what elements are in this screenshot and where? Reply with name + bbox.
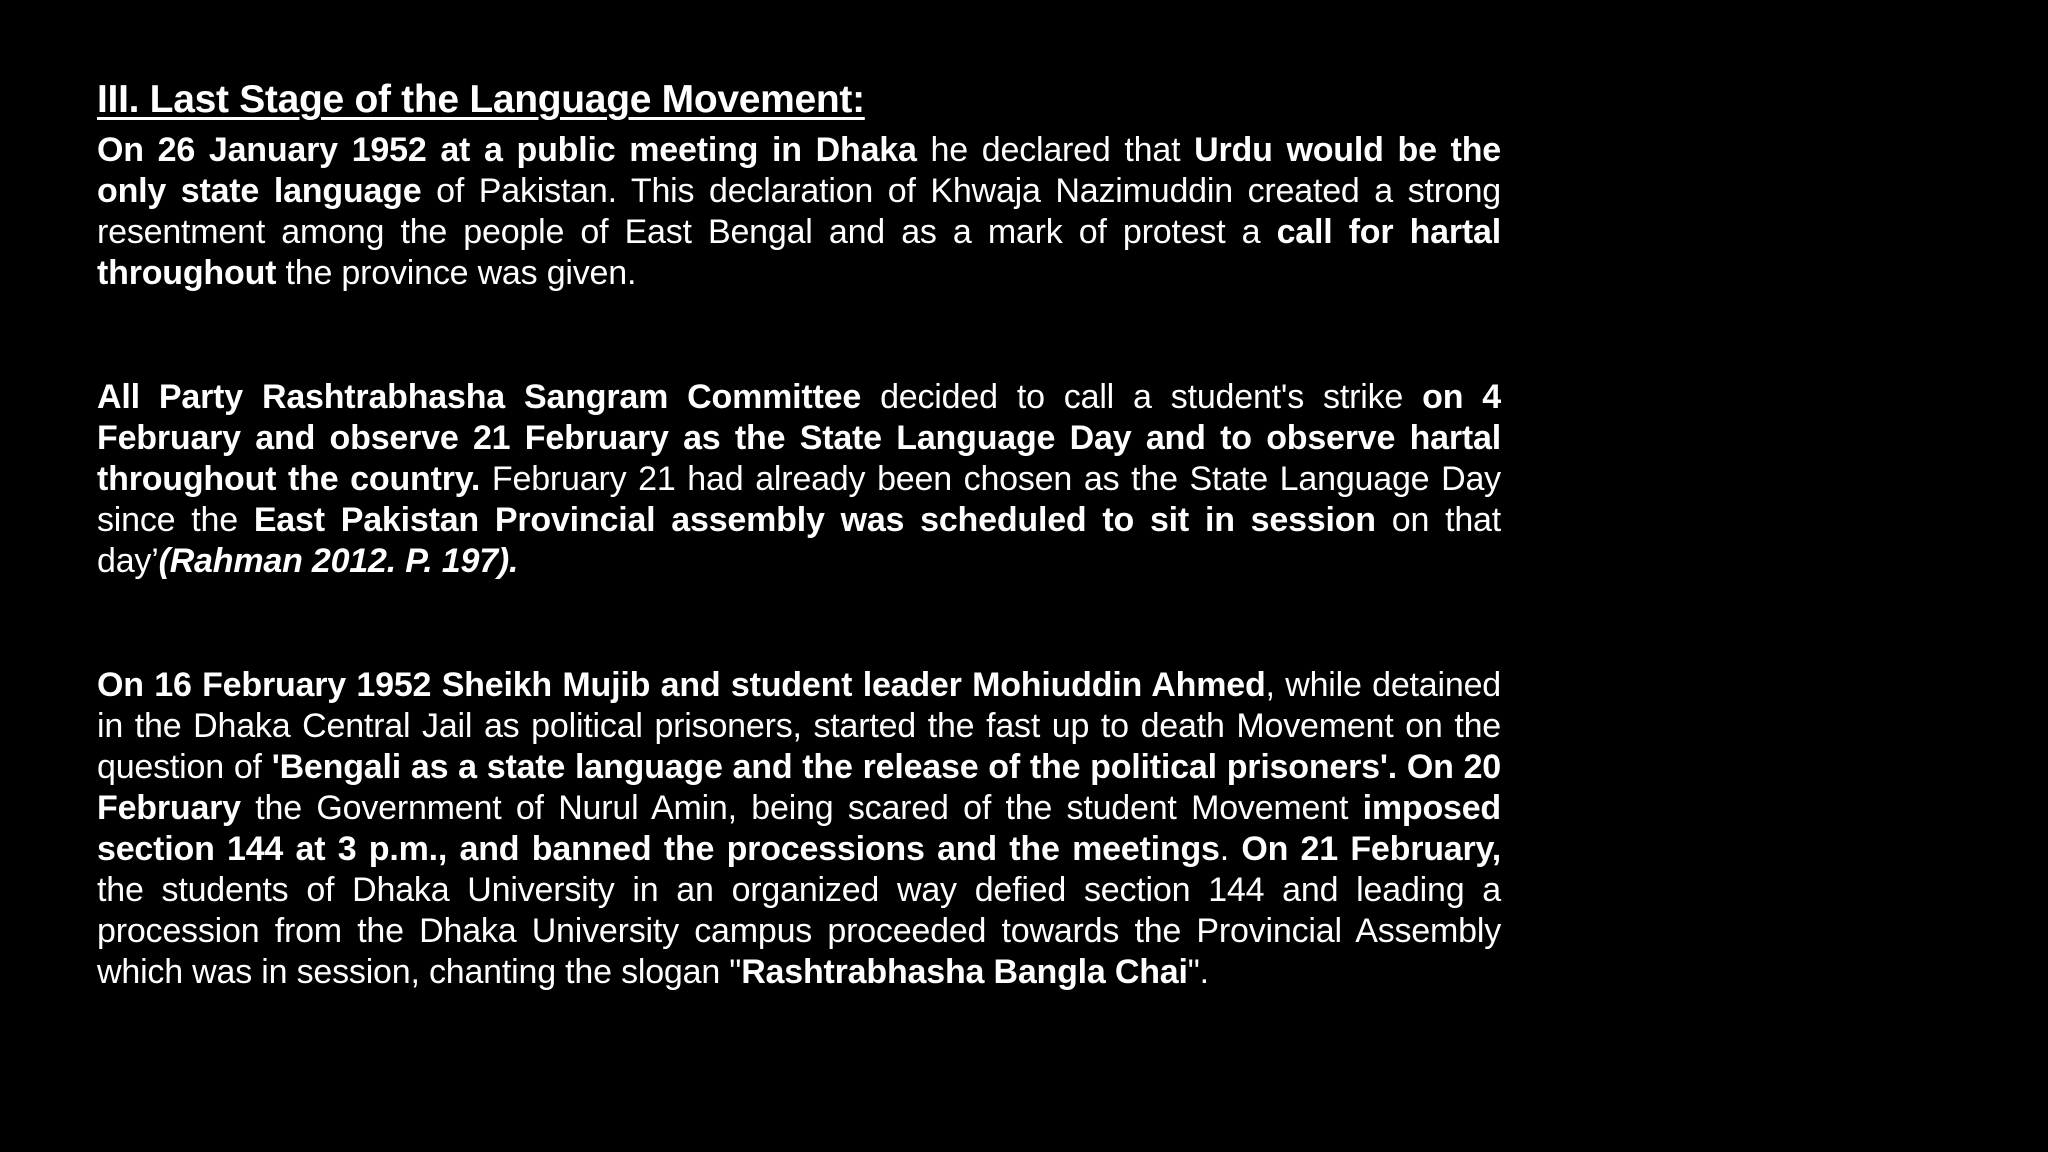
text-segment: the Government of Nurul Amin, being scared of the student Movement bbox=[240, 789, 1363, 827]
text-segment: imposed section 144 at 3 p.m., and banned the processions and the meetings bbox=[97, 789, 1501, 868]
text-segment: All Party Rashtrabhasha Sangram Committee bbox=[97, 378, 862, 416]
text-segment: 'Bengali as a state language and the release of the political prisoners'. On 20 February bbox=[97, 748, 1501, 827]
paragraph-1 bbox=[97, 130, 1501, 294]
text-segment: on 4 February and observe 21 February as the State Language Day and to observe hartal throughout the country. bbox=[97, 378, 1502, 498]
text-segment: Rashtrabhasha Bangla Chai bbox=[741, 953, 1188, 991]
slide-content bbox=[97, 74, 1501, 993]
text-segment: On 16 February 1952 Sheikh Mujib and student leader Mohiuddin Ahmed bbox=[97, 666, 1266, 704]
text-segment: Urdu would be the only state language bbox=[97, 131, 1502, 210]
text-segment: February 21 had already been chosen as the State Language Day since the bbox=[97, 460, 1501, 539]
paragraph-2 bbox=[97, 377, 1501, 582]
spacer bbox=[97, 582, 1501, 665]
text-segment: ". bbox=[1187, 953, 1209, 991]
text-segment: call for hartal throughout bbox=[97, 213, 1501, 292]
paragraph-3 bbox=[97, 665, 1501, 993]
text-segment: of Pakistan. This declaration of Khwaja Nazimuddin created a strong resentment among the people of East Bengal and as a mark of protest a bbox=[97, 172, 1501, 251]
text-segment: On 21 February, bbox=[1241, 830, 1501, 868]
text-segment: on that day’ bbox=[97, 501, 1502, 580]
text-segment: East Pakistan Provincial assembly was scheduled to sit in session bbox=[253, 501, 1376, 539]
text-segment: On 26 January 1952 at a public meeting in Dhaka bbox=[97, 131, 917, 169]
text-segment: , while detained in the Dhaka Central Jail as political prisoners, started the fast up to death Movement on the question of bbox=[97, 666, 1501, 786]
text-segment: the students of Dhaka University in an organized way defied section 144 and leading a procession from the Dhaka University campus proceeded towards the Provincial Assembly which was in session, chanting the slogan " bbox=[97, 871, 1501, 991]
text-segment: the province was given. bbox=[276, 254, 637, 292]
text-segment: decided to call a student's strike bbox=[861, 378, 1423, 416]
citation: (Rahman 2012. P. 197). bbox=[158, 542, 519, 580]
text-segment: he declared that bbox=[916, 131, 1195, 169]
text-segment: . bbox=[1219, 830, 1242, 868]
section-heading: III. Last Stage of the Language Movement: bbox=[97, 78, 865, 121]
spacer bbox=[97, 294, 1501, 377]
